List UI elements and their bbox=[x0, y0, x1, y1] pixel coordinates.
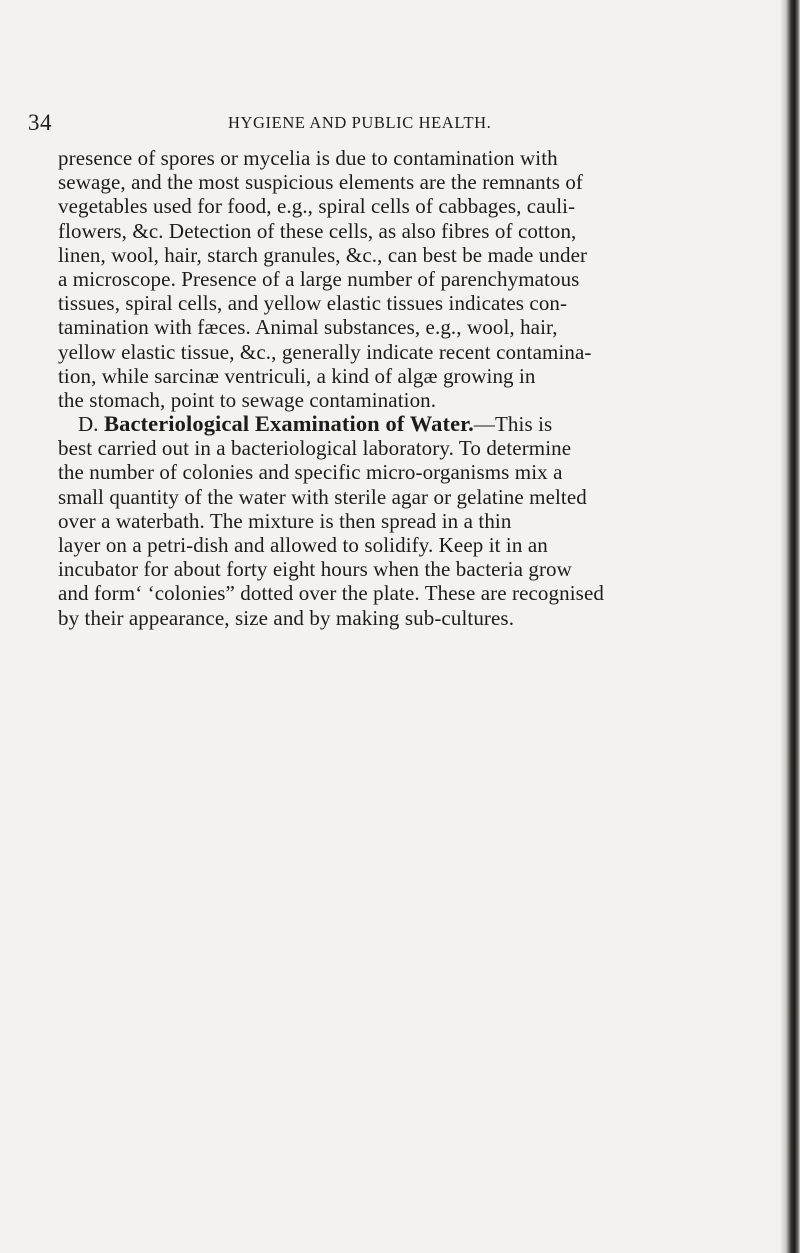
section-heading-line bbox=[58, 412, 778, 436]
text-line: tion, while sarcinæ ventriculi, a kind of algæ growing in bbox=[58, 363, 536, 388]
section-label: D. bbox=[78, 412, 99, 437]
text-line: layer on a petri-dish and allowed to solidify. Keep it in an bbox=[58, 533, 548, 557]
text-line: incubator for about forty eight hours when the bacteria grow bbox=[58, 557, 572, 582]
text-line: small quantity of the water with sterile agar or gelatine melted bbox=[58, 484, 587, 509]
text-line: the number of colonies and specific micro-organisms mix a bbox=[58, 460, 563, 485]
body-text bbox=[58, 146, 778, 630]
section-heading: Bacteriological Examination of Water. bbox=[103, 411, 474, 437]
page-number: 34 bbox=[28, 110, 52, 135]
text-line: yellow elastic tissue, &c., generally indicate recent contamina- bbox=[58, 339, 592, 364]
section-heading-continuation: —This is bbox=[473, 412, 553, 437]
page-binding-edge bbox=[786, 0, 800, 1253]
text-line: best carried out in a bacteriological laboratory. To determine bbox=[58, 436, 572, 461]
text-line: over a waterbath. The mixture is then spread in a thin bbox=[58, 508, 512, 533]
text-line: a microscope. Presence of a large number of parenchymatous bbox=[58, 266, 580, 291]
text-line: the stomach, point to sewage contamination. bbox=[58, 387, 437, 412]
text-line: sewage, and the most suspicious elements are the remnants of bbox=[58, 170, 584, 195]
text-line: by their appearance, size and by making sub-cultures. bbox=[58, 605, 515, 630]
text-line: tissues, spiral cells, and yellow elastic tissues indicates con- bbox=[58, 291, 568, 316]
text-line: linen, wool, hair, starch granules, &c., can best be made under bbox=[58, 242, 588, 267]
text-line: vegetables used for food, e.g., spiral cells of cabbages, cauli- bbox=[58, 194, 576, 219]
running-head: HYGIENE AND PUBLIC HEALTH. bbox=[228, 113, 492, 132]
text-line: and form‘ ‘colonies” dotted over the plate. These are recognised bbox=[58, 581, 604, 606]
text-line: presence of spores or mycelia is due to contamination with bbox=[58, 146, 558, 170]
text-line: tamination with fæces. Animal substances, e.g., wool, hair, bbox=[58, 315, 558, 340]
page-header bbox=[0, 110, 780, 138]
text-line: flowers, &c. Detection of these cells, as also fibres of cotton, bbox=[58, 218, 577, 243]
